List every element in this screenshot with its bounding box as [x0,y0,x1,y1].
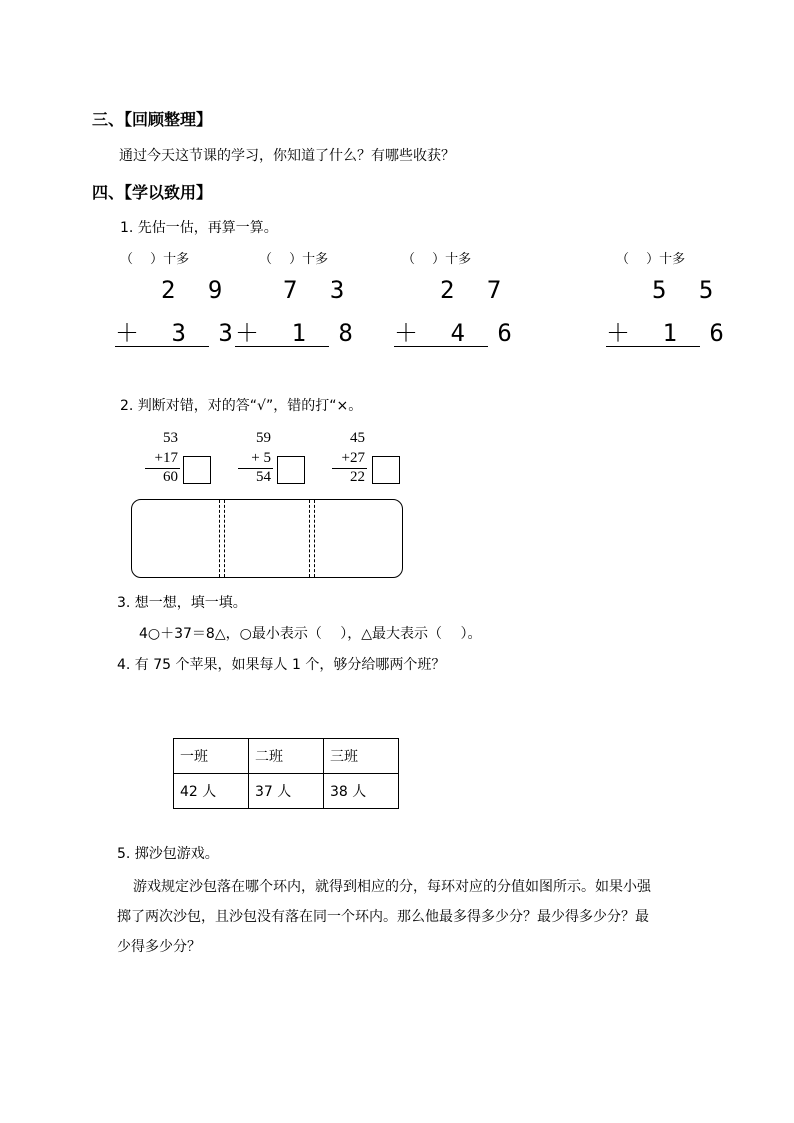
top-number: 5 5 [652,276,723,304]
section3-text: 通过今天这节课的学习，你知道了什么？有哪些收获？ [119,148,455,164]
answer-box[interactable] [372,456,400,484]
correction-answer-area[interactable] [131,499,403,578]
bottom-number: ＋ 1 6 [606,319,733,347]
section3-heading: 三、【回顾整理】 [92,110,213,129]
sum-line [394,346,488,347]
table-cell: 37 人 [249,774,324,809]
top-number: 53 [163,430,178,446]
answer-box[interactable] [277,456,305,484]
section4-heading: 四、【学以致用】 [92,183,213,202]
q1-prompt: 1. 先估一估，再算一算。 [120,220,278,236]
result: 22 [350,469,365,485]
top-number: 7 3 [283,276,354,304]
addend: +27 [341,450,365,466]
q5-text-line-2: 掷了两次沙包，且沙包没有落在同一个环内。那么他最多得多少分？最少得多少分？最 [117,909,649,925]
bottom-number: ＋ 3 3 [115,319,242,347]
result: 60 [163,469,178,485]
bottom-number: ＋ 1 8 [235,319,362,347]
top-number: 2 7 [440,276,511,304]
table-header-row [174,739,399,774]
dashed-divider [219,500,220,577]
q5-text-line-3: 少得多少分？ [117,939,201,955]
top-number: 45 [350,430,365,446]
sum-line [115,346,209,347]
addend: + 5 [251,450,271,466]
addend: +17 [154,450,178,466]
q3-prompt: 3. 想一想，填一填。 [117,595,247,611]
q3-equation: 4○＋37＝8△，○最小表示（ ），△最大表示（ ）。 [139,626,482,642]
bottom-number: ＋ 4 6 [394,319,521,347]
dashed-divider [314,500,315,577]
dashed-divider [309,500,310,577]
dashed-divider [224,500,225,577]
estimate-blank[interactable]: （ ）十多 [402,252,472,267]
table-header-cell: 三班 [324,739,399,774]
estimate-blank[interactable]: （ ）十多 [259,252,329,267]
q2-prompt: 2. 判断对错，对的答“√”，错的打“×。 [120,398,363,414]
top-number: 59 [256,430,271,446]
class-size-table [173,738,399,809]
table-header-cell: 一班 [174,739,249,774]
q5-prompt: 5. 掷沙包游戏。 [117,846,219,862]
sum-line [606,346,700,347]
q4-prompt: 4. 有 75 个苹果，如果每人 1 个，够分给哪两个班？ [117,657,446,673]
estimate-blank[interactable]: （ ）十多 [120,252,190,267]
table-header-cell: 二班 [249,739,324,774]
top-number: 2 9 [161,276,232,304]
q5-text-line-1: 游戏规定沙包落在哪个环内，就得到相应的分，每环对应的分值如图所示。如果小强 [133,879,651,895]
table-cell: 38 人 [324,774,399,809]
result: 54 [256,469,271,485]
table-row [174,774,399,809]
answer-box[interactable] [183,456,211,484]
sum-line [235,346,329,347]
estimate-blank[interactable]: （ ）十多 [616,252,686,267]
table-cell: 42 人 [174,774,249,809]
